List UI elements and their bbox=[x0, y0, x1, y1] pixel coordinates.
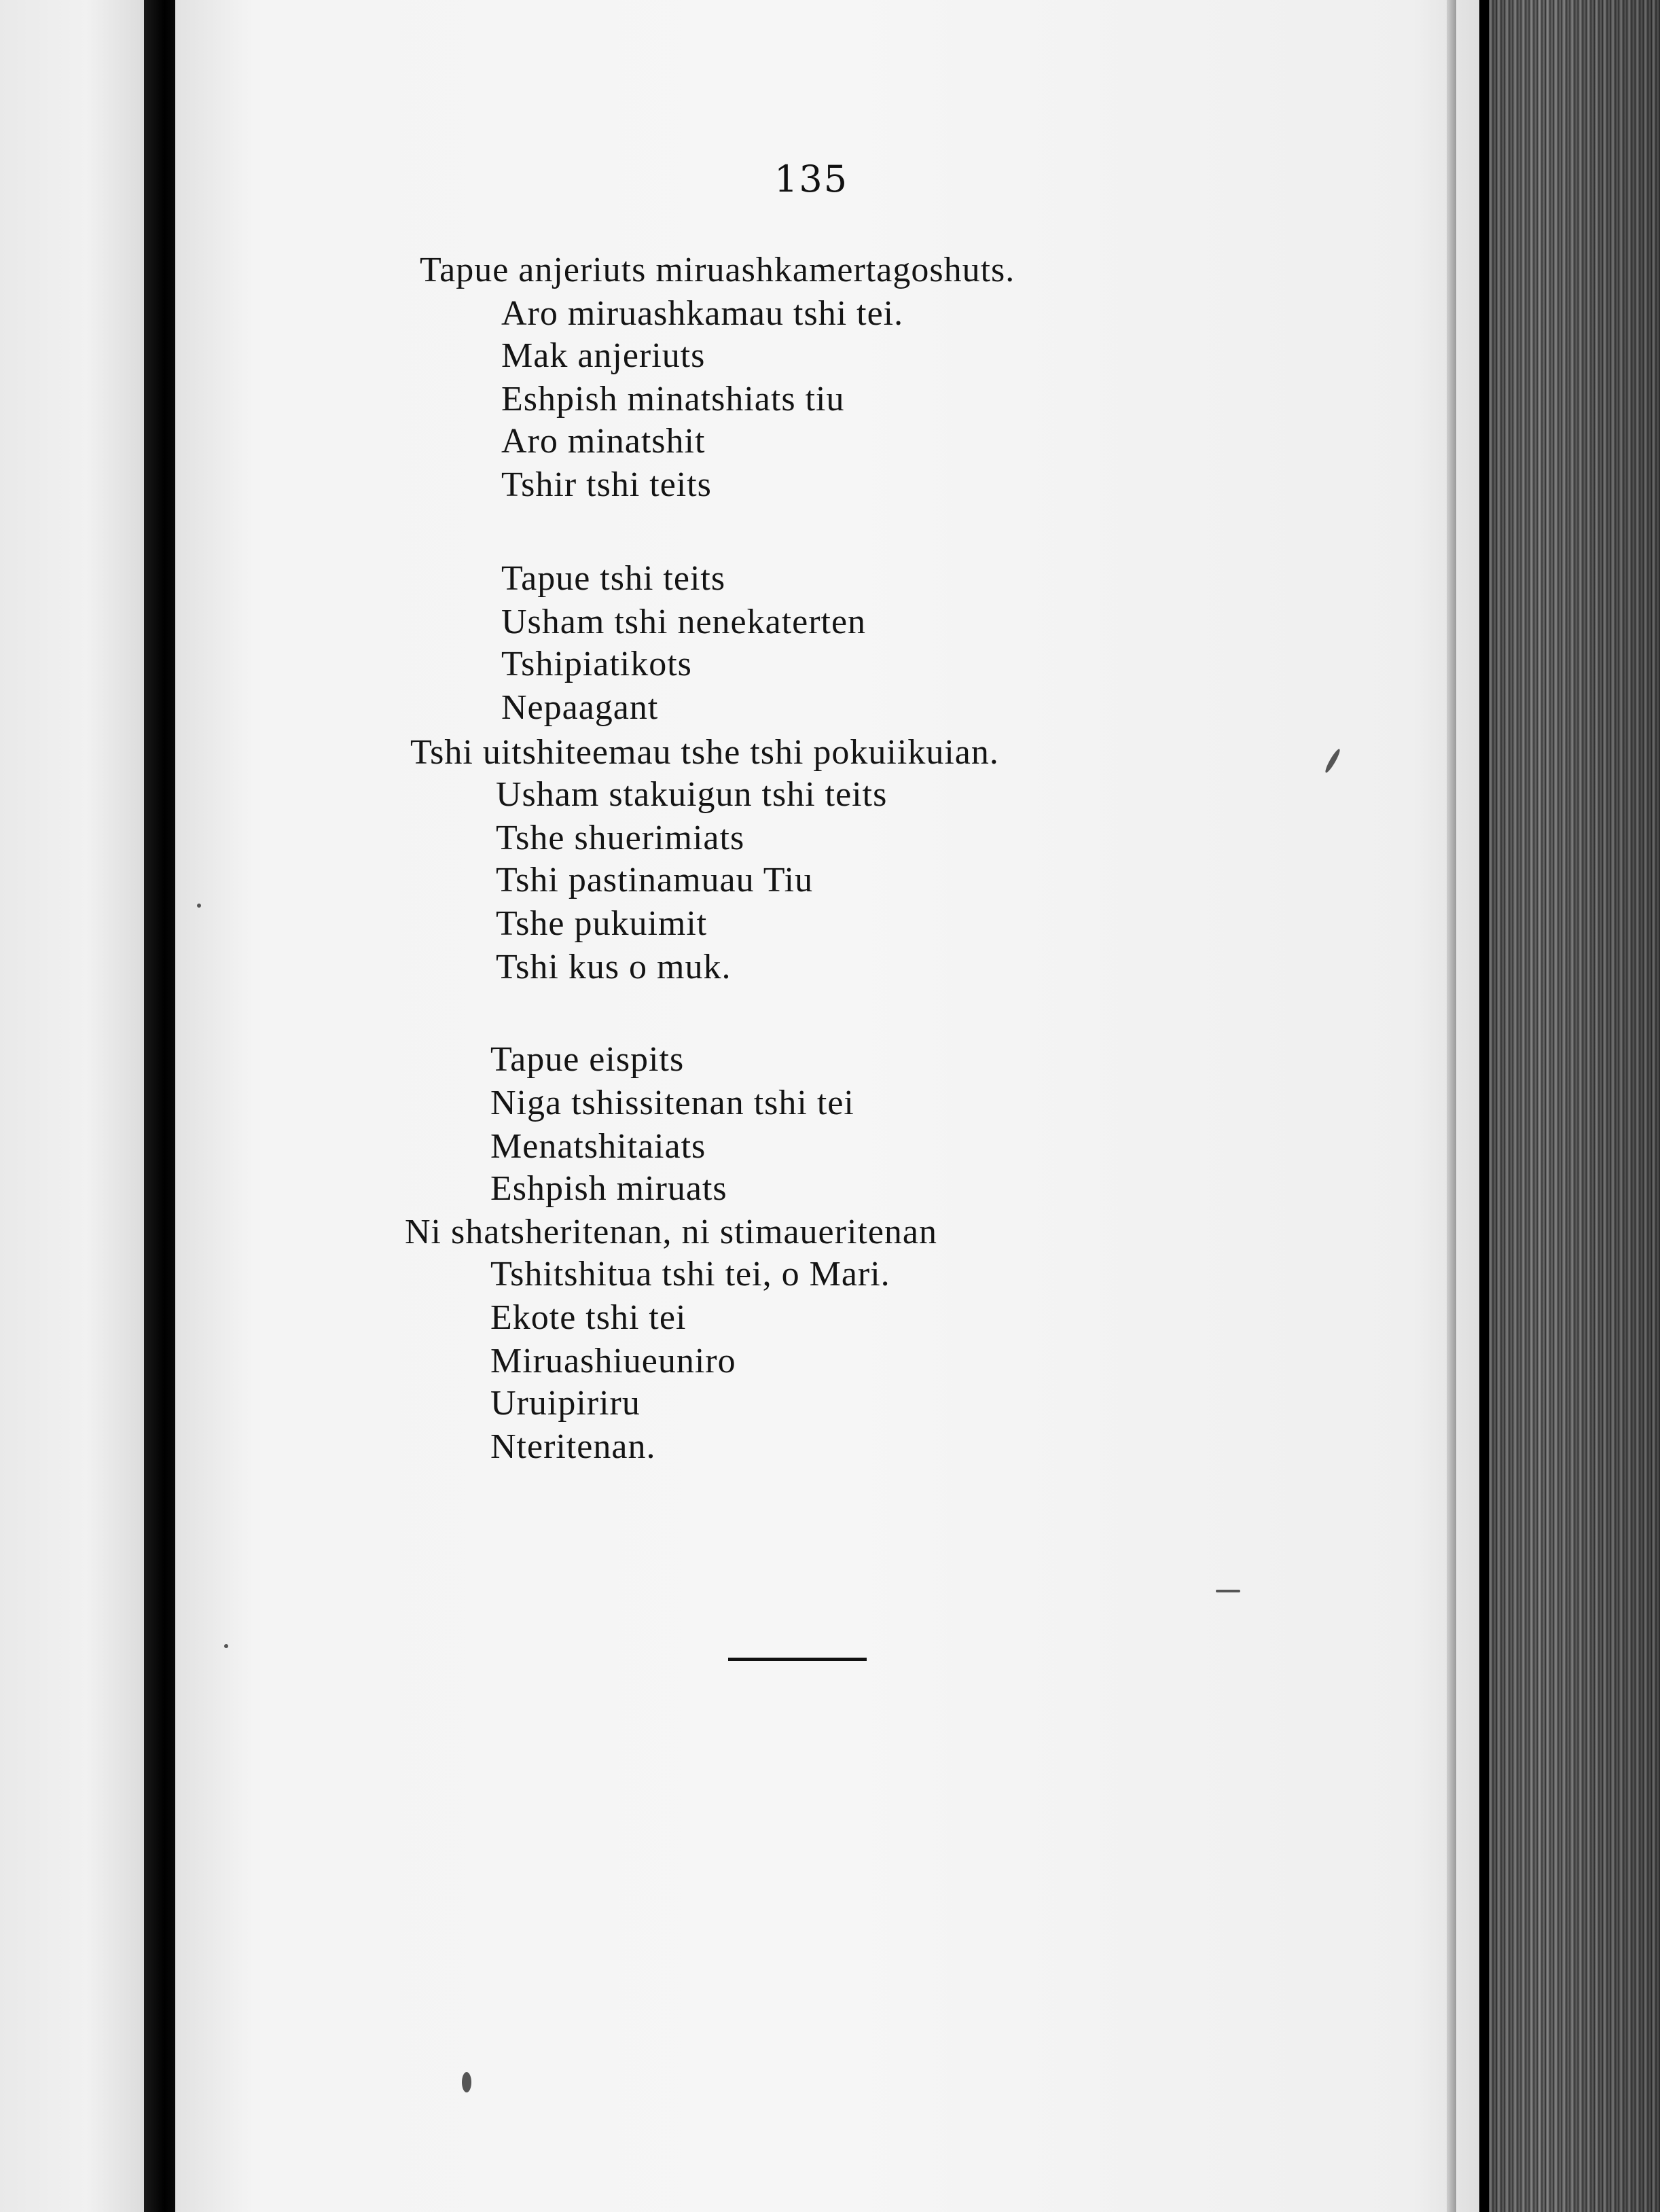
poem-line: Tshitshitua tshi tei, o Mari. bbox=[490, 1255, 890, 1294]
page-edge-shadow bbox=[1447, 0, 1456, 2212]
poem-line: Tapue tshi teits bbox=[501, 559, 726, 598]
poem-line: Eshpish miruats bbox=[490, 1169, 727, 1208]
poem-line: Uruipiriru bbox=[490, 1384, 640, 1423]
poem-line: Mak anjeriuts bbox=[501, 336, 706, 375]
poem-line: Ni shatsheritenan, ni stimaueritenan bbox=[405, 1213, 938, 1251]
poem-line: Tapue eispits bbox=[490, 1040, 685, 1079]
poem-line: Miruashiueuniro bbox=[490, 1342, 736, 1380]
scan-mark bbox=[462, 2072, 471, 2092]
scan-mark bbox=[197, 904, 201, 908]
scan-mark bbox=[1216, 1590, 1240, 1592]
poem-line: Ekote tshi tei bbox=[490, 1298, 687, 1337]
poem-line: Tshi pastinamuau Tiu bbox=[496, 861, 814, 899]
poem-line: Tshe shuerimiats bbox=[496, 819, 745, 857]
poem-line: Aro miruashkamau tshi tei. bbox=[501, 294, 904, 333]
poem-line: Tshi uitshiteemau tshe tshi pokuiikuian. bbox=[410, 733, 999, 772]
previous-page-edge bbox=[0, 0, 144, 2212]
poem-line: Nepaagant bbox=[501, 688, 659, 727]
poem-line: Usham stakuigun tshi teits bbox=[496, 775, 888, 814]
poem-line: Aro minatshit bbox=[501, 422, 706, 461]
poem-line: Eshpish minatshiats tiu bbox=[501, 380, 845, 418]
book-page-block-shade bbox=[1489, 0, 1660, 2212]
scan-mark bbox=[224, 1644, 228, 1648]
section-end-rule bbox=[728, 1658, 867, 1661]
poem-line: Tshi kus o muk. bbox=[496, 948, 732, 986]
poem-line: Tshipiatikots bbox=[501, 645, 692, 683]
poem-line: Tshir tshi teits bbox=[501, 465, 712, 504]
poem-line: Tshe pukuimit bbox=[496, 904, 708, 943]
poem-line: Nteritenan. bbox=[490, 1427, 656, 1466]
poem-line: Menatshitaiats bbox=[490, 1127, 706, 1166]
poem-line: Niga tshissitenan tshi tei bbox=[490, 1084, 854, 1122]
page-number: 135 bbox=[774, 158, 849, 200]
poem-line: Usham tshi nenekaterten bbox=[501, 603, 867, 641]
poem-line: Tapue anjeriuts miruashkamertagoshuts. bbox=[420, 251, 1015, 289]
